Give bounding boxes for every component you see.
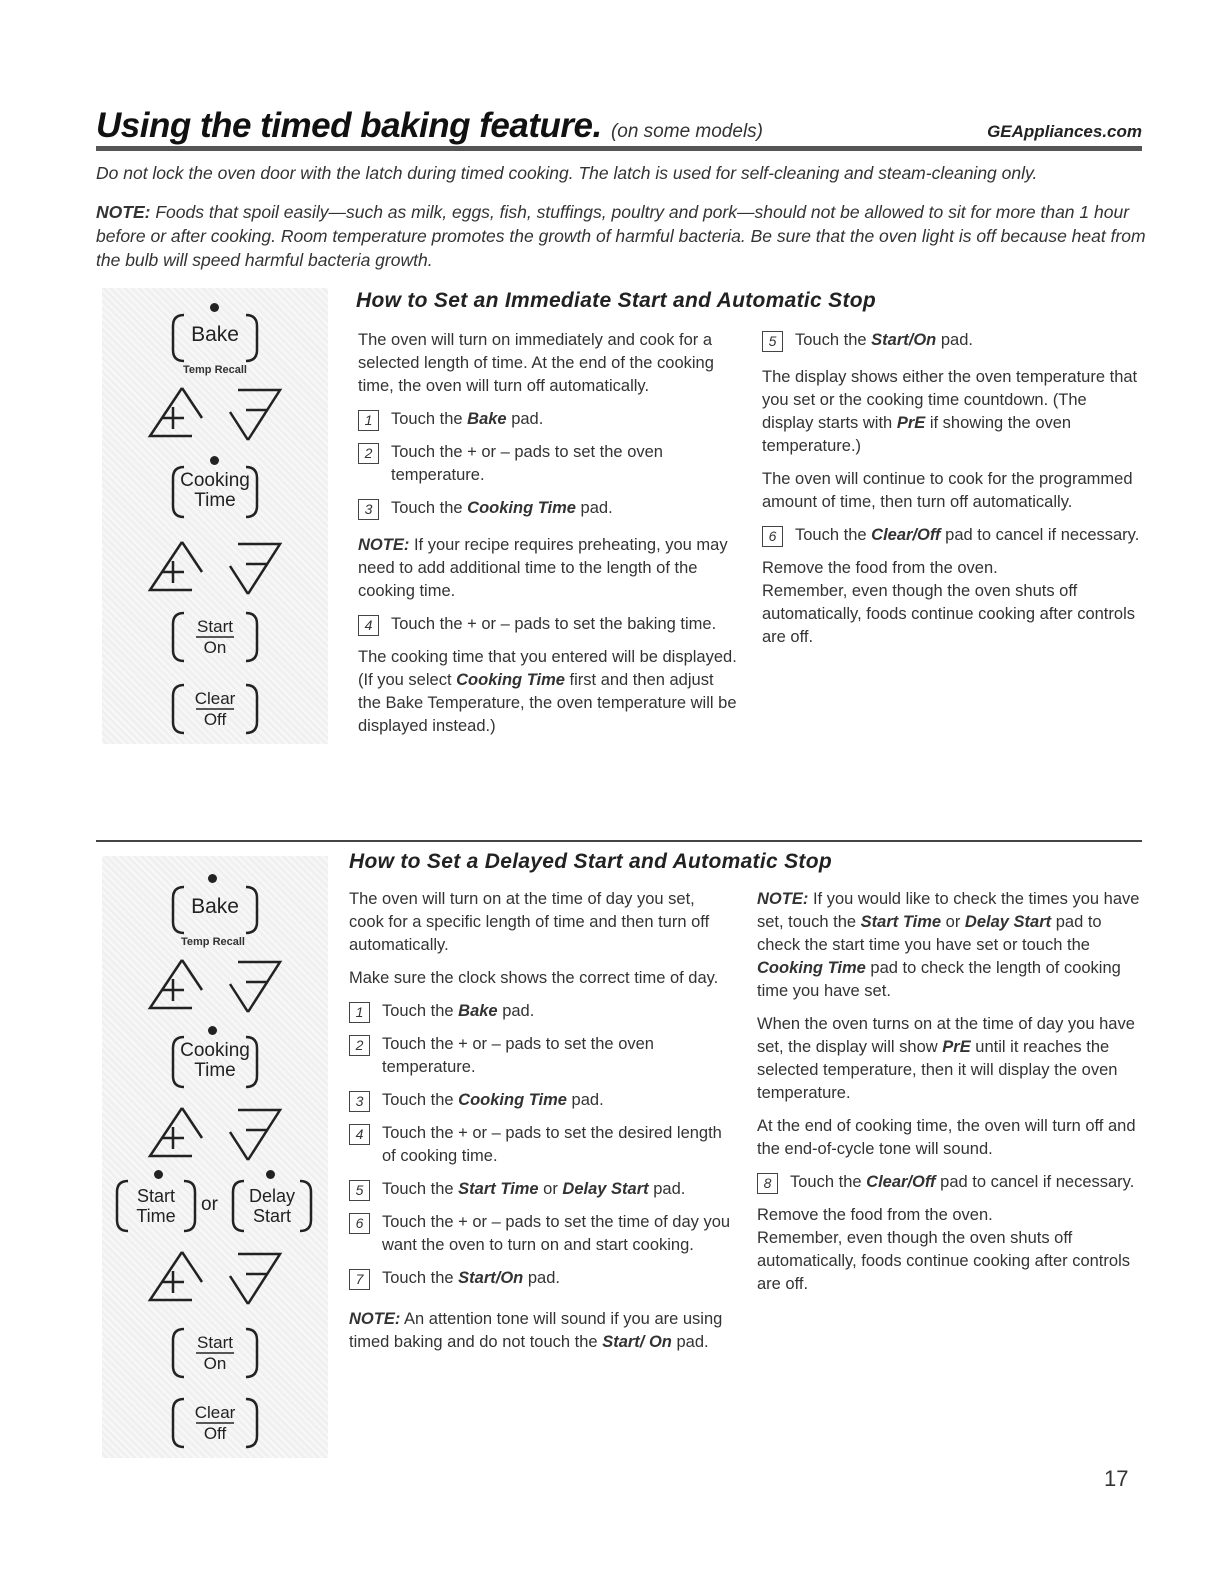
start-on-pad: Start On	[170, 610, 260, 664]
page-title: Using the timed baking feature. (on some models)	[96, 106, 763, 145]
step-item: 6 Touch the + or – pads to set the time of day you want the oven to turn on and start cooking.	[349, 1211, 734, 1257]
title-rule	[96, 146, 1142, 151]
step-item: 4 Touch the + or – pads to set the baking time.	[358, 613, 738, 636]
step-item: 8 Touch the Clear/Off pad to cancel if necessary.	[757, 1171, 1147, 1194]
temp-recall-label: Temp Recall	[181, 936, 245, 948]
plus-minus-arrows-icon	[140, 538, 290, 598]
step-item: 2 Touch the + or – pads to set the oven temperature.	[358, 441, 738, 487]
temp-recall-label: Temp Recall	[183, 364, 247, 376]
step-item: 5 Touch the Start/On pad.	[762, 329, 1142, 352]
start-time-pad: Start Time	[114, 1178, 198, 1234]
section-divider	[96, 840, 1142, 842]
delay-start-pad: Delay Start	[230, 1178, 314, 1234]
control-panel-immediate	[102, 288, 328, 744]
step-item: 2 Touch the + or – pads to set the oven temperature.	[349, 1033, 734, 1079]
clear-off-pad: Clear Off	[170, 1396, 260, 1450]
control-panel-delayed	[102, 856, 328, 1458]
step-item: 5 Touch the Start Time or Delay Start pad.	[349, 1178, 734, 1201]
cooking-time-pad: Cooking Time	[170, 1034, 260, 1090]
delayed-heading: How to Set a Delayed Start and Automatic Stop	[349, 850, 832, 873]
delayed-left-column: The oven will turn on at the time of day you set, cook for a specific length of time and then turn off automatically. Make sure the clock shows the correct time of day. 1 Touch the Bake pad. 2 Touch the + or – pads to set the oven temperature. 3 Touch the Cooking Time pad. 4 Touch the + or – pads to set the desired length of cooking time. 5 Touch the Start Time or Delay Start pad. 6 Touch the + or – pads to set the time of day you want the oven to turn on and start cooking. 7 Touch the Start/On pad. NOTE: An attention tone will sound if you are using timed baking and do not touch the Start/ On pad.	[349, 888, 734, 1364]
bake-pad: Bake	[170, 312, 260, 364]
or-label: or	[201, 1194, 218, 1215]
step-item: 6 Touch the Clear/Off pad to cancel if necessary.	[762, 524, 1142, 547]
page-number: 17	[1104, 1466, 1129, 1491]
indicator-dot	[208, 874, 217, 883]
clear-off-pad: Clear Off	[170, 682, 260, 736]
immediate-left-column: The oven will turn on immediately and cook for a selected length of time. At the end of the cooking time, the oven will turn off automatically. 1 Touch the Bake pad. 2 Touch the + or – pads to set the oven temperature. 3 Touch the Cooking Time pad. NOTE: If your recipe requires preheating, you may need to add additional time to the length of the cooking time. 4 Touch the + or – pads to set the baking time. The cooking time that you entered will be displayed. (If you select Cooking Time first and then adjust the Bake Temperature, the oven temperature will be displayed instead.)	[358, 331, 737, 735]
top-note: NOTE: Foods that spoil easily—such as milk, eggs, fish, stuffings, poultry and pork—should not be allowed to sit for more than 1 hour before or after cooking. Room temperature promotes the growth of harmful bacteria. Be sure that the oven light is off because heat from the bulb will speed harmful bacteria growth.	[96, 202, 1146, 270]
cooking-time-pad: Cooking Time	[170, 464, 260, 520]
intro-text: Do not lock the oven door with the latch during timed cooking. The latch is used for self-cleaning and steam-cleaning only.	[96, 163, 1038, 183]
indicator-dot	[210, 303, 219, 312]
website: GEAppliances.com	[987, 122, 1142, 141]
delayed-right-column: NOTE: If you would like to check the times you have set, touch the Start Time or Delay Start pad to check the start time you have set or touch the Cooking Time pad to check the length of cooking time you have set. When the oven turns on at the time of day you have set, the display will show PrE until it reaches the selected temperature, then it will display the oven temperature. At the end of cooking time, the oven will turn off and the end-of-cycle tone will sound. 8 Touch the Clear/Off pad to cancel if necessary. Remove the food from the oven. Remember, even though the oven shuts off automatically, foods continue cooking after controls are off.	[757, 888, 1147, 1306]
plus-minus-arrows-icon	[140, 1248, 290, 1308]
immediate-heading: How to Set an Immediate Start and Automatic Stop	[356, 289, 877, 312]
step-item: 1 Touch the Bake pad.	[358, 408, 738, 431]
start-on-pad: Start On	[170, 1326, 260, 1380]
step-item: 3 Touch the Cooking Time pad.	[349, 1089, 734, 1112]
plus-minus-arrows-icon	[140, 384, 290, 444]
step-item: 7 Touch the Start/On pad.	[349, 1267, 734, 1290]
bake-pad: Bake	[170, 884, 260, 936]
plus-minus-arrows-icon	[140, 1104, 290, 1164]
page-subtitle: (on some models)	[610, 121, 763, 142]
step-item: 4 Touch the + or – pads to set the desired length of cooking time.	[349, 1122, 734, 1168]
step-item: 3 Touch the Cooking Time pad.	[358, 497, 738, 520]
immediate-right-column: 5 Touch the Start/On pad. The display shows either the oven temperature that you set or the cooking time countdown. (The display starts with PrE if showing the oven temperature.) The oven will continue to cook for the programmed amount of time, then turn off automatically. 6 Touch the Clear/Off pad to cancel if necessary. Remove the food from the oven. Remember, even though the oven shuts off automatically, foods continue cooking after controls are off.	[762, 329, 1142, 659]
step-item: 1 Touch the Bake pad.	[349, 1000, 734, 1023]
plus-minus-arrows-icon	[140, 956, 290, 1016]
